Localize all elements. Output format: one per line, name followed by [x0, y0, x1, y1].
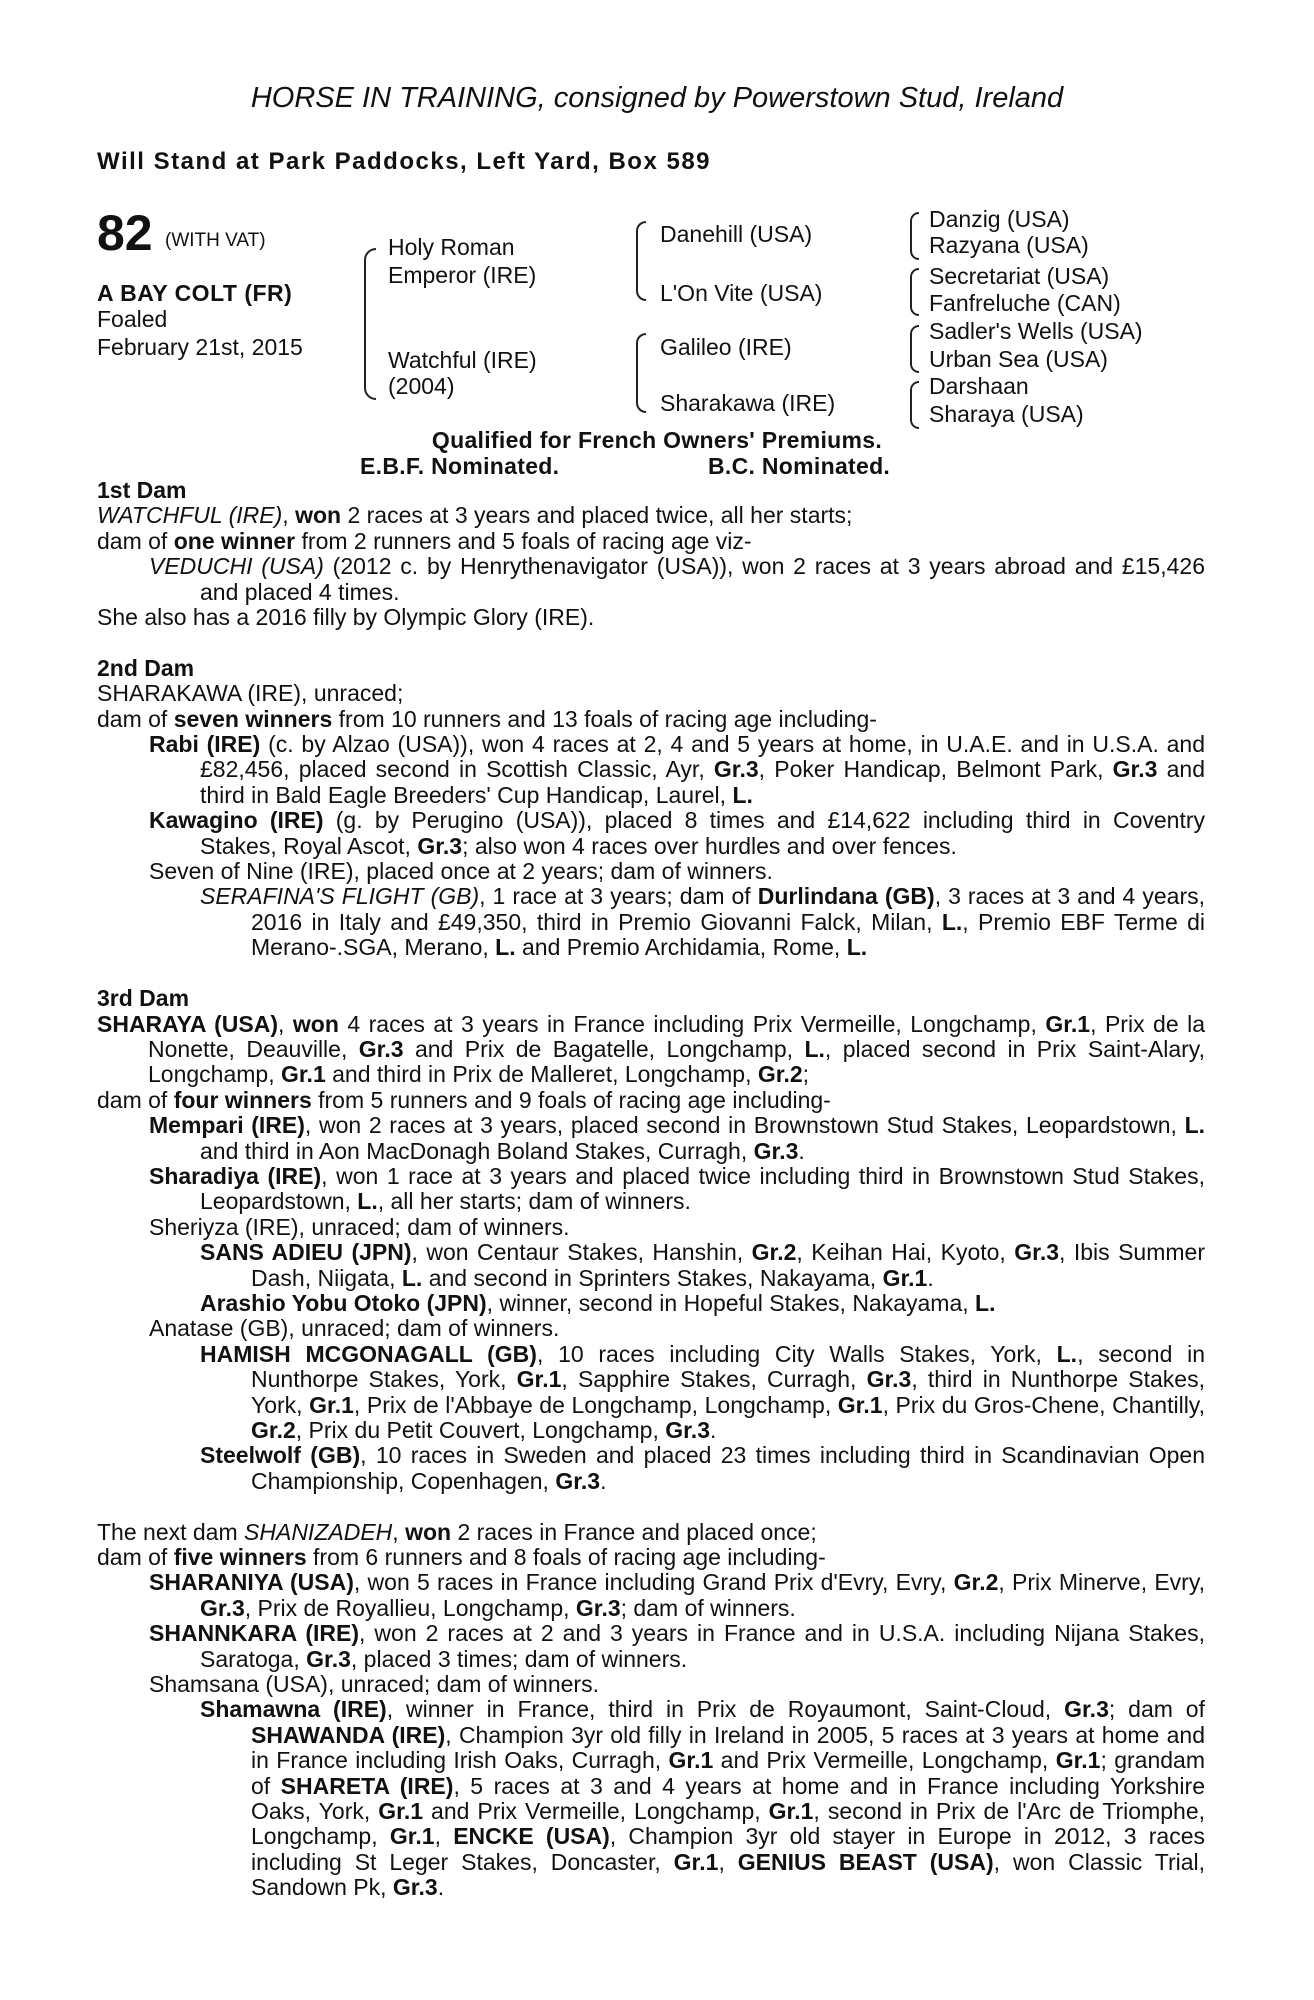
premiums-note: Qualified for French Owners' Premiums.: [431, 427, 883, 453]
pedigree-brace-ggp1: [910, 212, 919, 260]
vat-note: (WITH VAT): [165, 230, 266, 251]
ggp-3: Secretariat (USA): [929, 263, 1110, 289]
dam-year: (2004): [388, 373, 455, 399]
second-dam-line: SHARAKAWA (IRE), unraced;: [97, 680, 404, 707]
runner-steelwolf: Steelwolf (GB), 10 races in Sweden and placed 23 times including third in Scandinavian Open Championship, Copenhagen, Gr.3.: [200, 1442, 1205, 1494]
second-dam-heading: 2nd Dam: [97, 654, 195, 681]
runner-shannkara: SHANNKARA (IRE), won 2 races at 2 and 3 years in France and in U.S.A. including Nijana Stakes, Saratoga, Gr.3, placed 3 times; dam of winners.: [149, 1620, 1205, 1672]
dam-name: Watchful (IRE): [388, 347, 537, 373]
runner-sheriyza: Sheriyza (IRE), unraced; dam of winners.: [149, 1213, 570, 1240]
pedigree-brace-main: [364, 248, 376, 400]
ggp-4: Fanfreluche (CAN): [929, 290, 1121, 316]
runner-veduchi: VEDUCHI (USA) (2012 c. by Henrythenavigator (USA)), won 2 races at 3 years abroad and £15,426 and placed 4 times.: [149, 553, 1205, 605]
foaled-label: Foaled: [97, 306, 168, 332]
catalogue-body: [97, 478, 1205, 1901]
ggp-1: Danzig (USA): [929, 206, 1070, 232]
first-dam-line: WATCHFUL (IRE), won 2 races at 3 years and placed twice, all her starts;: [97, 502, 853, 529]
pedigree-brace-ggp2: [910, 268, 919, 316]
page-title: HORSE IN TRAINING, consigned by Powerstown Stud, Ireland: [250, 82, 1064, 114]
runner-mempari: Mempari (IRE), won 2 races at 3 years, placed second in Brownstown Stud Stakes, Leopardstown, L. and third in Aon MacDonagh Boland Stakes, Curragh, Gr.3.: [149, 1112, 1206, 1164]
bc-note: B.C. Nominated.: [708, 453, 891, 479]
first-dam-heading: 1st Dam: [97, 477, 187, 503]
ggp-7: Darshaan: [929, 373, 1029, 399]
runner-kawagino: Kawagino (IRE) (g. by Perugino (USA)), placed 8 times and £14,622 including third in Coventry Stakes, Royal Ascot, Gr.3; also won 4 races over hurdles and over fences.: [149, 807, 1205, 859]
lot-description: A BAY COLT (FR): [97, 280, 293, 306]
ebf-note: E.B.F. Nominated.: [360, 453, 560, 479]
runner-hamish-mcgonagall: HAMISH MCGONAGALL (GB), 10 races including City Walls Stakes, York, L., second in Nunthorpe Stakes, York, Gr.1, Sapphire Stakes, Curragh, Gr.3, third in Nunthorpe Stakes, York, Gr.1, Prix de l'Abbaye de Longchamp, Longchamp, Gr.1, Prix du Gros-Chene, Chantilly, Gr.2, Prix du Petit Couvert, Longchamp, Gr.3.: [200, 1340, 1205, 1443]
third-dam-produce: dam of four winners from 5 runners and 9 foals of racing age including-: [97, 1086, 831, 1113]
next-dam-produce: dam of five winners from 6 runners and 8 foals of racing age including-: [97, 1544, 826, 1571]
runner-sharaniya: SHARANIYA (USA), won 5 races in France including Grand Prix d'Evry, Evry, Gr.2, Prix Minerve, Evry, Gr.3, Prix de Royallieu, Longchamp, Gr.3; dam of winners.: [149, 1569, 1206, 1621]
stand-location: Will Stand at Park Paddocks, Left Yard, Box 589: [97, 148, 712, 175]
first-dam-note: She also has a 2016 filly by Olympic Glory (IRE).: [97, 604, 595, 631]
runner-sharadiya: Sharadiya (IRE), won 1 race at 3 years and placed twice including third in Brownstown Stud Stakes, Leopardstown, L., all her starts; dam of winners.: [149, 1162, 1205, 1215]
runner-serafinas-flight: SERAFINA'S FLIGHT (GB), 1 race at 3 years; dam of Durlindana (GB), 3 races at 3 and 4 years, 2016 in Italy and £49,350, third in Premio Giovanni Falck, Milan, L., Premio EBF Terme di Merano-.SGA, Merano, L. and Premio Archidamia, Rome, L.: [200, 883, 1205, 961]
sire-dam: L'On Vite (USA): [660, 280, 823, 306]
pedigree-brace-dam: [636, 333, 646, 413]
ggp-6: Urban Sea (USA): [929, 346, 1108, 372]
ggp-2: Razyana (USA): [929, 232, 1089, 258]
lot-number: 82: [97, 205, 153, 261]
runner-sans-adieu: SANS ADIEU (JPN), won Centaur Stakes, Hanshin, Gr.2, Keihan Hai, Kyoto, Gr.3, Ibis Summer Dash, Niigata, L. and second in Sprinters Stakes, Nakayama, Gr.1.: [200, 1239, 1205, 1291]
ggp-5: Sadler's Wells (USA): [929, 318, 1143, 344]
third-dam-heading: 3rd Dam: [97, 985, 190, 1012]
sire-name-line1: Holy Roman: [388, 234, 515, 260]
runner-shamsana: Shamsana (USA), unraced; dam of winners.: [149, 1671, 599, 1698]
second-dam-produce: dam of seven winners from 10 runners and 13 foals of racing age including-: [97, 705, 877, 732]
dam-dam: Sharakawa (IRE): [660, 390, 836, 416]
runner-shamawna: Shamawna (IRE), winner in France, third in Prix de Royaumont, Saint-Cloud, Gr.3; dam of SHAWANDA (IRE), Champion 3yr old filly in Ireland in 2005, 5 races at 3 years at home and in France including Irish Oaks, Curragh, Gr.1 and Prix Vermeille, Longchamp, Gr.1; grandam of SHARETA (IRE), 5 races at 3 and 4 years at home and in France including Yorkshire Oaks, York, Gr.1 and Prix Vermeille, Longchamp, Gr.1, second in Prix de l'Arc de Triomphe, Longchamp, Gr.1, ENCKE (USA), Champion 3yr old stayer in Europe in 2012, 3 races including St Leger Stakes, Doncaster, Gr.1, GENIUS BEAST (USA), won Classic Trial, Sandown Pk, Gr.3.: [200, 1696, 1206, 1901]
sire-sire: Danehill (USA): [660, 221, 813, 247]
pedigree-brace-ggp3: [910, 325, 919, 373]
first-dam-produce: dam of one winner from 2 runners and 5 foals of racing age viz-: [97, 527, 752, 554]
pedigree-brace-sire: [636, 221, 646, 301]
sire-name-line2: Emperor (IRE): [388, 262, 537, 288]
runner-arashio-yobu-otoko: Arashio Yobu Otoko (JPN), winner, second in Hopeful Stakes, Nakayama, L.: [200, 1289, 996, 1316]
next-dam-line: The next dam SHANIZADEH, won 2 races in France and placed once;: [97, 1518, 817, 1545]
runner-anatase: Anatase (GB), unraced; dam of winners.: [149, 1315, 560, 1342]
foaled-date: February 21st, 2015: [97, 334, 303, 360]
dam-sire: Galileo (IRE): [660, 334, 792, 360]
third-dam-line: SHARAYA (USA), won 4 races at 3 years in France including Prix Vermeille, Longchamp, Gr.1, Prix de la Nonette, Deauville, Gr.3 and Prix de Bagatelle, Longchamp, L., placed second in Prix Saint-Alary, Longchamp, Gr.1 and third in Prix de Malleret, Longchamp, Gr.2;: [97, 1010, 1206, 1088]
runner-seven-of-nine: Seven of Nine (IRE), placed once at 2 years; dam of winners.: [149, 858, 773, 885]
pedigree-brace-ggp4: [910, 381, 919, 429]
ggp-8: Sharaya (USA): [929, 401, 1084, 427]
runner-rabi: Rabi (IRE) (c. by Alzao (USA)), won 4 races at 2, 4 and 5 years at home, in U.A.E. and in U.S.A. and £82,456, placed second in Scottish Classic, Ayr, Gr.3, Poker Handicap, Belmont Park, Gr.3 and third in Bald Eagle Breeders' Cup Handicap, Laurel, L.: [149, 731, 1206, 808]
